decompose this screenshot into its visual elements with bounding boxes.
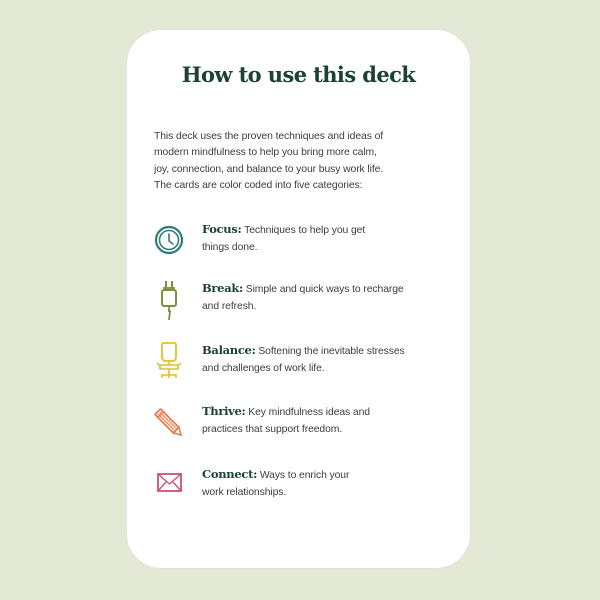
office-chair-icon — [153, 342, 189, 382]
plug-icon — [153, 280, 189, 320]
pencil-icon — [153, 403, 189, 443]
category-label: Focus: — [202, 222, 242, 236]
category-label: Connect: — [202, 467, 258, 481]
intro-paragraph — [154, 129, 454, 194]
category-description: Balance: Softening the inevitable stresses and challenges of work life. — [202, 343, 405, 374]
category-balance — [149, 342, 449, 382]
intro-line: The cards are color coded into five categories: — [154, 179, 363, 191]
category-label: Thrive: — [202, 404, 246, 418]
clock-icon — [153, 221, 189, 261]
category-connect — [149, 466, 449, 506]
intro-line: This deck uses the proven techniques and ideas of — [154, 131, 384, 142]
category-description: Break: Simple and quick ways to recharge and refresh. — [202, 281, 404, 312]
category-description: Connect: Ways to enrich your work relationships. — [202, 467, 350, 498]
category-label: Break: — [202, 281, 243, 295]
intro-line: modern mindfulness to help you bring more calm, — [154, 147, 377, 159]
category-break — [149, 280, 449, 320]
instruction-card — [127, 30, 470, 568]
envelope-icon — [153, 466, 189, 506]
category-description: Focus: Techniques to help you get things done. — [202, 222, 366, 253]
category-thrive — [149, 403, 449, 443]
category-label: Balance: — [202, 343, 256, 357]
category-focus — [149, 221, 449, 261]
intro-line: joy, connection, and balance to your busy work life. — [154, 163, 384, 175]
category-description: Thrive: Key mindfulness ideas and practices that support freedom. — [202, 404, 370, 435]
page-title: How to use this deck — [181, 62, 416, 87]
